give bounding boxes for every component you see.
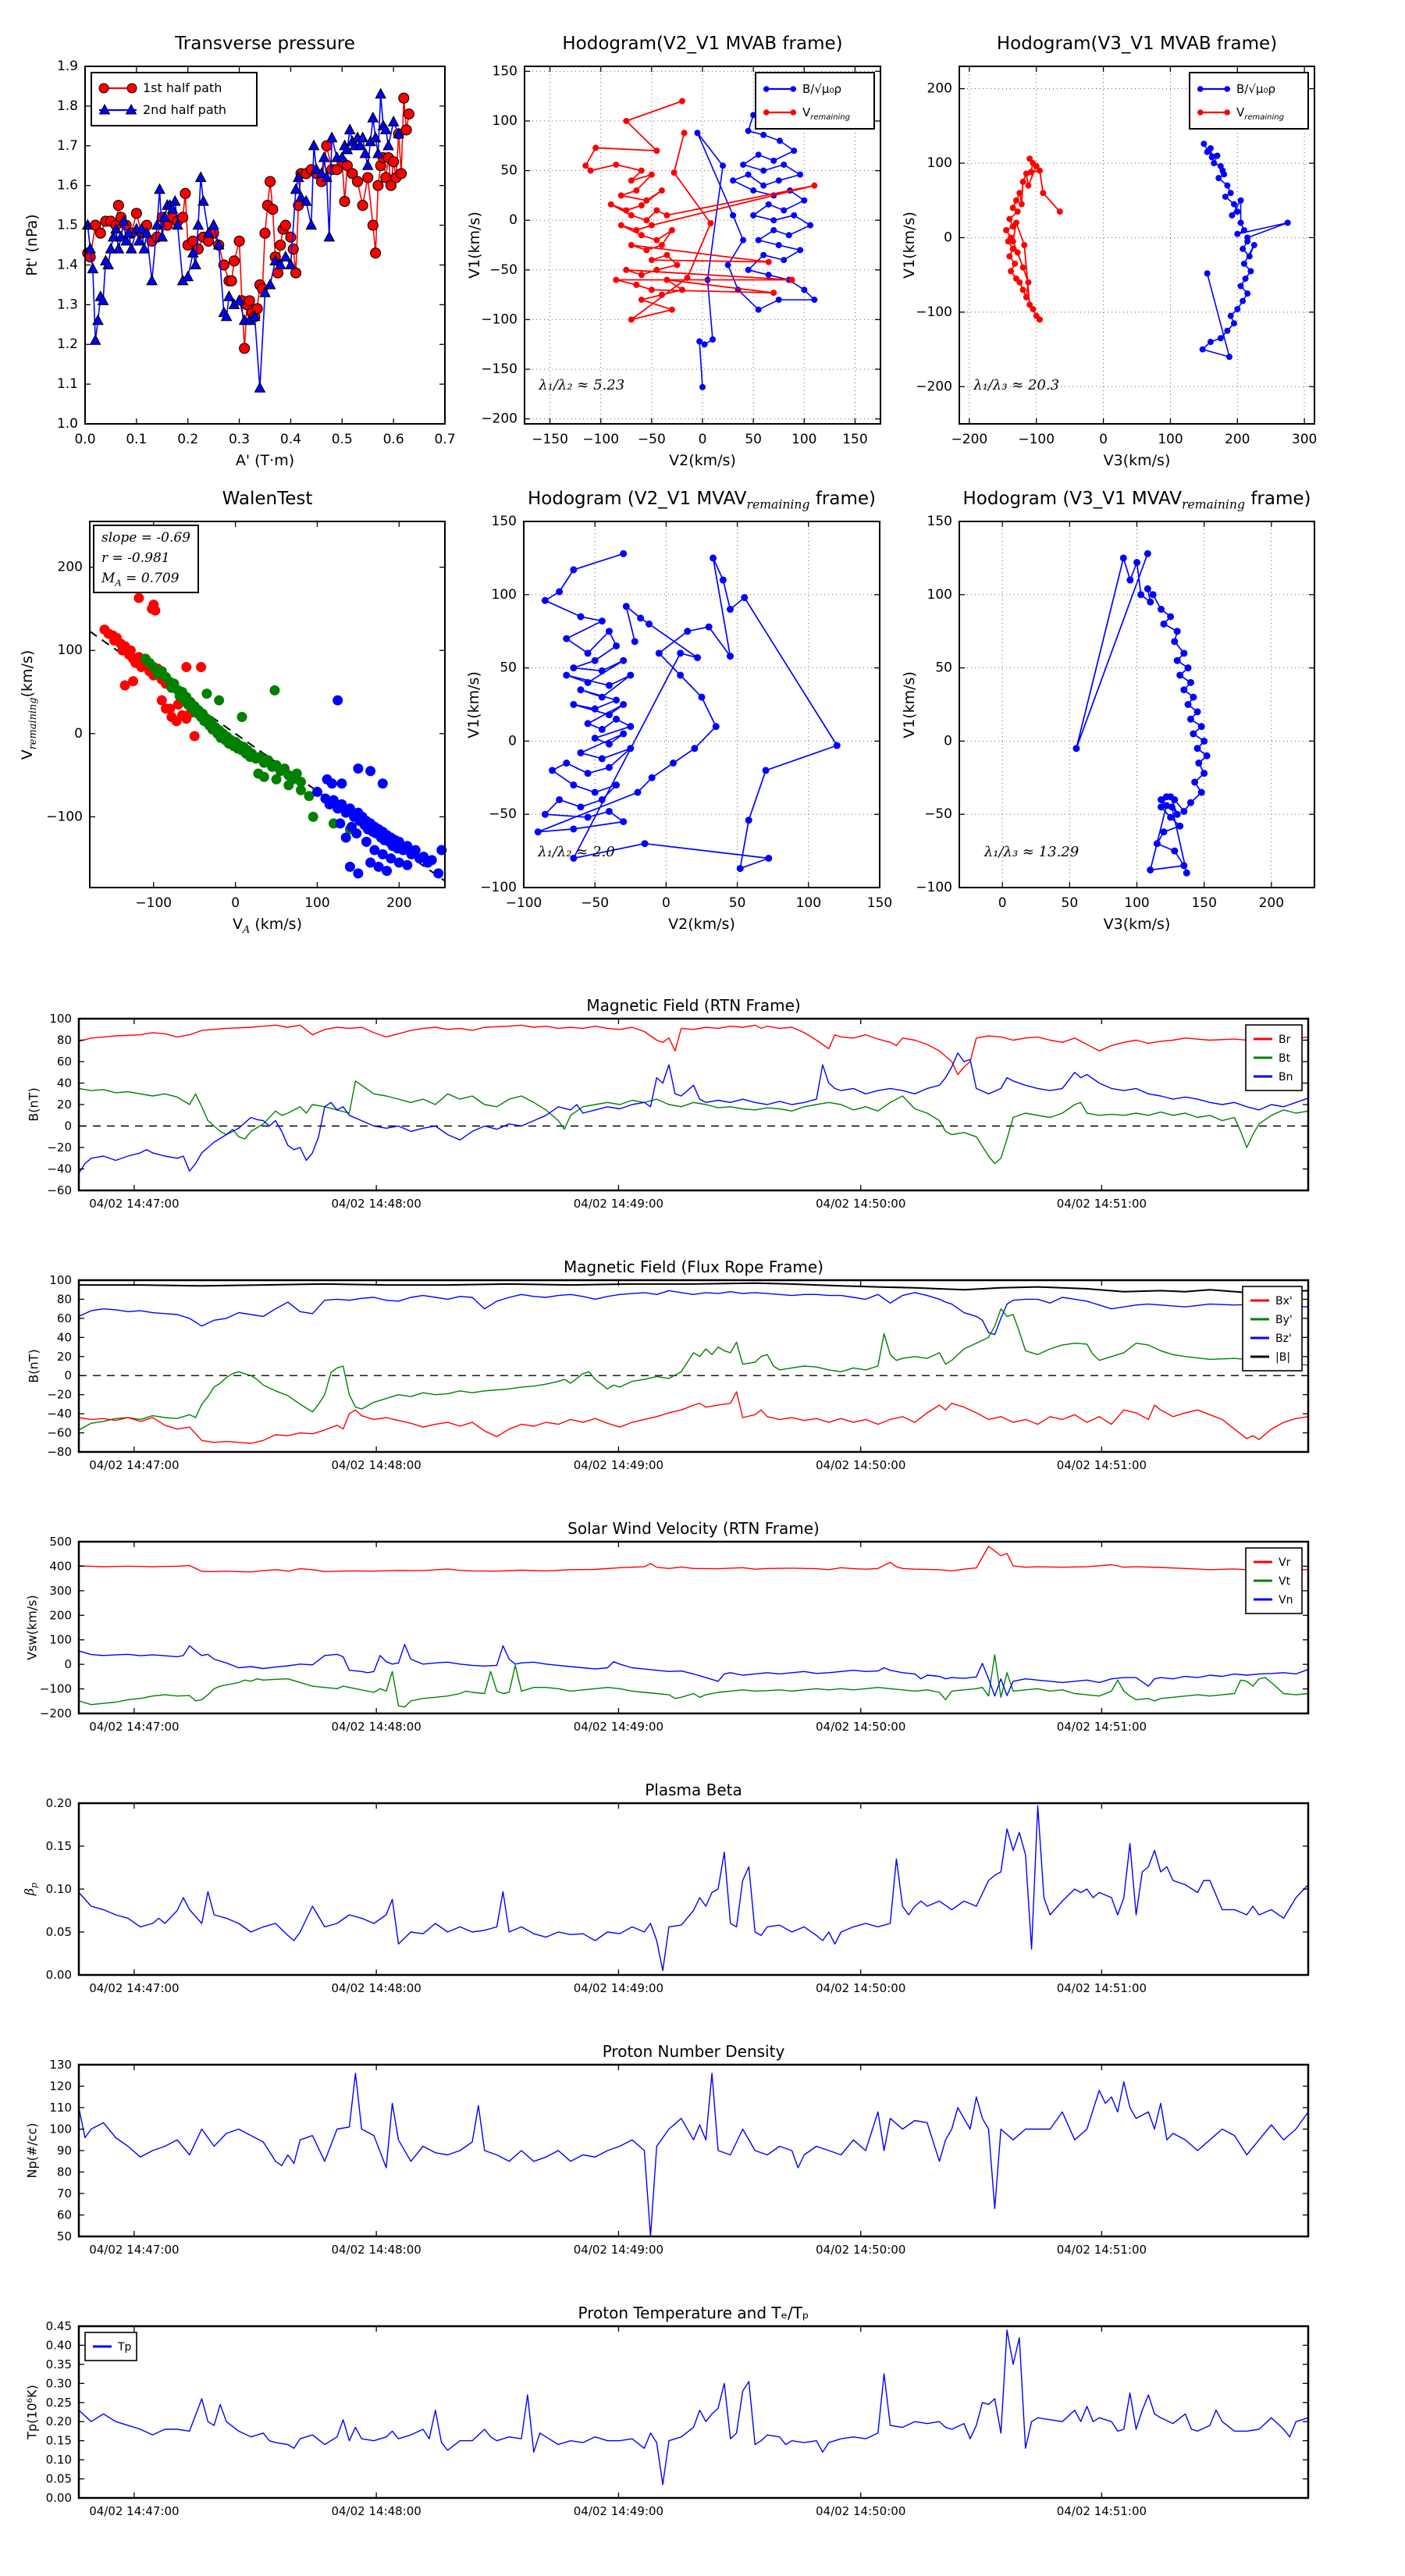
series-Vt bbox=[79, 1655, 1308, 1707]
y-tick-label: −80 bbox=[47, 1445, 72, 1459]
y-tick-label: −50 bbox=[489, 262, 518, 278]
x-tick-label: 04/02 14:47:00 bbox=[89, 2243, 180, 2257]
series-1st-half-path bbox=[83, 93, 414, 354]
y-tick-label: 50 bbox=[500, 162, 518, 179]
proton-number-density-plot bbox=[49, 2058, 1308, 2257]
x-tick-label: 200 bbox=[1258, 895, 1285, 911]
legend-label: Bx' bbox=[1275, 1295, 1293, 1308]
plasma-beta-plot bbox=[46, 1796, 1308, 1995]
y-tick-label: 100 bbox=[49, 1012, 72, 1026]
series-By-prime bbox=[79, 1309, 1308, 1430]
proton-temperature-ylabel: Tp(10⁶K) bbox=[24, 2385, 40, 2439]
y-tick-label: −20 bbox=[47, 1387, 72, 1402]
y-tick-label: 100 bbox=[57, 642, 83, 659]
solar-wind-velocity-legend bbox=[1246, 1548, 1302, 1614]
walen-fit-stats bbox=[93, 525, 199, 593]
x-tick-label: 50 bbox=[745, 432, 762, 447]
x-tick-label: 04/02 14:49:00 bbox=[573, 1720, 664, 1734]
x-tick-label: 0.6 bbox=[382, 432, 404, 447]
y-tick-label: 0.05 bbox=[45, 1925, 72, 1939]
x-tick-label: 04/02 14:51:00 bbox=[1056, 1458, 1147, 1472]
x-tick-label: −50 bbox=[581, 895, 610, 911]
y-tick-label: 0.30 bbox=[45, 2376, 72, 2391]
alfven-mach-value: $M_A = 0.709$ bbox=[101, 571, 180, 589]
proton-number-density-ylabel: Np(#/cc) bbox=[24, 2122, 40, 2179]
x-tick-label: 04/02 14:50:00 bbox=[816, 2243, 906, 2257]
y-tick-label: −100 bbox=[916, 880, 952, 895]
legend-label: 1st half path bbox=[143, 80, 222, 95]
x-tick-label: 300 bbox=[1291, 432, 1318, 447]
legend-label: $V_{remaining}$ bbox=[1236, 105, 1284, 122]
x-tick-label: −100 bbox=[135, 895, 173, 911]
y-tick-label: 0.25 bbox=[45, 2395, 72, 2410]
magnetic-field-rtn-plot bbox=[47, 1012, 1308, 1211]
hodogram-v2v1-mvab-ylabel: V1(km/s) bbox=[466, 212, 484, 279]
y-tick-label: 0.20 bbox=[45, 1796, 72, 1810]
x-tick-label: 04/02 14:48:00 bbox=[331, 1720, 422, 1734]
magnetic-field-flux-rope-plot bbox=[47, 1273, 1308, 1472]
y-tick-label: 0.05 bbox=[45, 2471, 72, 2486]
plasma-beta-title: Plasma Beta bbox=[645, 1781, 742, 1799]
x-tick-label: 04/02 14:49:00 bbox=[573, 1197, 664, 1211]
x-tick-label: 0.7 bbox=[434, 432, 456, 447]
y-tick-label: 100 bbox=[492, 112, 518, 129]
y-tick-label: 0.00 bbox=[45, 1968, 72, 1982]
y-tick-label: 80 bbox=[56, 1292, 72, 1307]
y-tick-label: 0.15 bbox=[45, 2433, 72, 2448]
y-tick-label: 80 bbox=[56, 2165, 72, 2179]
x-tick-label: 04/02 14:47:00 bbox=[89, 1197, 180, 1211]
x-tick-label: 150 bbox=[842, 432, 868, 447]
series-Br bbox=[79, 1025, 1308, 1074]
y-tick-label: 70 bbox=[56, 2186, 72, 2201]
y-tick-label: 1.8 bbox=[56, 98, 78, 114]
y-tick-label: −200 bbox=[39, 1706, 72, 1720]
x-tick-label: 04/02 14:51:00 bbox=[1056, 1197, 1147, 1211]
legend-label: Vn bbox=[1279, 1594, 1293, 1606]
x-tick-label: 04/02 14:50:00 bbox=[816, 1197, 906, 1211]
y-tick-label: 0.10 bbox=[45, 1882, 72, 1896]
hodogram-v3v1-mvab-ylabel: V1(km/s) bbox=[901, 212, 919, 279]
x-tick-label: 150 bbox=[866, 895, 893, 911]
legend-label: Bz' bbox=[1275, 1332, 1292, 1345]
series-Np bbox=[79, 2073, 1308, 2236]
y-tick-label: 0 bbox=[509, 212, 518, 229]
series-Vn bbox=[79, 1645, 1308, 1696]
lambda-ratio-annotation: λ₁/λ₂ ≈ 5.23 bbox=[539, 377, 625, 394]
y-tick-label: 1.6 bbox=[56, 177, 78, 194]
x-tick-label: 04/02 14:49:00 bbox=[573, 1981, 664, 1995]
y-tick-label: −100 bbox=[481, 311, 518, 328]
y-tick-label: 1.0 bbox=[56, 416, 78, 432]
x-tick-label: 50 bbox=[1061, 895, 1079, 911]
y-tick-label: 1.7 bbox=[56, 137, 78, 154]
series-B-over-sqrt-mu0rho bbox=[1200, 141, 1291, 360]
x-tick-label: 04/02 14:48:00 bbox=[331, 1458, 422, 1472]
y-tick-label: 200 bbox=[49, 1608, 72, 1623]
transverse-pressure-plot bbox=[57, 59, 456, 447]
series-V-remaining-hodogram bbox=[535, 550, 841, 872]
x-tick-label: −100 bbox=[582, 432, 620, 447]
x-tick-label: 04/02 14:50:00 bbox=[816, 1720, 906, 1734]
series-B-over-sqrt-mu0rho bbox=[694, 88, 817, 390]
solar-wind-velocity-plot bbox=[40, 1535, 1308, 1734]
series-V-remaining-hodogram bbox=[1072, 550, 1210, 877]
y-tick-label: 50 bbox=[935, 660, 952, 676]
y-tick-label: 1.3 bbox=[56, 297, 78, 313]
y-tick-label: 80 bbox=[56, 1033, 72, 1048]
hodogram-v2v1-mvav-ylabel: V1(km/s) bbox=[465, 671, 483, 738]
x-tick-label: 0 bbox=[698, 432, 707, 447]
series-Vr bbox=[79, 1546, 1308, 1572]
y-tick-label: 100 bbox=[49, 1273, 72, 1287]
x-tick-label: 0.4 bbox=[279, 432, 301, 447]
x-tick-label: 04/02 14:48:00 bbox=[331, 1197, 422, 1211]
x-tick-label: 0 bbox=[1099, 432, 1108, 447]
y-tick-label: 150 bbox=[927, 514, 952, 529]
y-tick-label: 0.10 bbox=[45, 2453, 72, 2467]
y-tick-label: 20 bbox=[56, 1349, 72, 1364]
y-tick-label: 50 bbox=[500, 660, 517, 676]
legend-label: B/√μ₀ρ bbox=[1236, 82, 1275, 96]
transverse-pressure-legend bbox=[91, 73, 257, 126]
y-tick-label: 40 bbox=[56, 1330, 72, 1345]
y-tick-label: 150 bbox=[492, 63, 518, 80]
x-tick-label: 04/02 14:47:00 bbox=[89, 1981, 180, 1995]
y-tick-label: 100 bbox=[49, 1632, 72, 1647]
series-beta-p bbox=[79, 1806, 1308, 1970]
x-tick-label: 04/02 14:49:00 bbox=[573, 1458, 664, 1472]
lambda-ratio-annotation: λ₁/λ₃ ≈ 13.29 bbox=[984, 843, 1080, 860]
solar-wind-velocity-title: Solar Wind Velocity (RTN Frame) bbox=[567, 1519, 820, 1538]
y-tick-label: 0 bbox=[944, 229, 952, 246]
y-tick-label: −100 bbox=[480, 880, 517, 895]
proton-temperature-legend bbox=[85, 2332, 137, 2361]
x-tick-label: 0.5 bbox=[331, 432, 353, 447]
legend-label: By' bbox=[1275, 1314, 1293, 1326]
x-tick-label: −100 bbox=[505, 895, 542, 911]
x-tick-label: 04/02 14:48:00 bbox=[331, 2504, 422, 2518]
x-tick-label: −150 bbox=[532, 432, 568, 447]
y-tick-label: −60 bbox=[47, 1425, 72, 1440]
x-tick-label: 100 bbox=[795, 895, 822, 911]
y-tick-label: 40 bbox=[56, 1076, 72, 1091]
series-last-interval bbox=[312, 696, 446, 879]
y-tick-label: 0 bbox=[74, 725, 83, 742]
y-tick-label: −40 bbox=[47, 1407, 72, 1421]
y-tick-label: −100 bbox=[916, 304, 952, 320]
y-tick-label: 200 bbox=[57, 559, 83, 575]
legend-label: Tp bbox=[118, 2341, 132, 2354]
y-tick-label: −40 bbox=[47, 1162, 72, 1176]
series-middle-interval bbox=[140, 653, 355, 834]
y-tick-label: −20 bbox=[47, 1140, 72, 1155]
x-tick-label: 200 bbox=[386, 895, 412, 911]
transverse-pressure-ylabel: Pt' (nPa) bbox=[23, 214, 41, 276]
correlation-value: r = -0.981 bbox=[101, 550, 170, 567]
x-tick-label: 0.3 bbox=[229, 432, 251, 447]
y-tick-label: −150 bbox=[481, 361, 518, 378]
hodogram-v2v1-mvab-title: Hodogram(V2_V1 MVAB frame) bbox=[562, 34, 843, 54]
y-tick-label: 0.45 bbox=[45, 2319, 72, 2333]
y-tick-label: 1.2 bbox=[56, 336, 78, 353]
x-tick-label: −100 bbox=[1018, 432, 1055, 447]
x-tick-label: 100 bbox=[1158, 432, 1183, 447]
transverse-pressure-title: Transverse pressure bbox=[175, 34, 355, 54]
legend-label: Bn bbox=[1279, 1071, 1293, 1083]
legend-label: Br bbox=[1279, 1034, 1291, 1046]
magnetic-field-flux-rope-title: Magnetic Field (Flux Rope Frame) bbox=[564, 1258, 823, 1276]
hodogram-v2v1-mvav-xlabel: V2(km/s) bbox=[668, 916, 735, 933]
y-tick-label: 100 bbox=[927, 155, 952, 172]
x-tick-label: −50 bbox=[637, 432, 666, 447]
y-tick-label: 100 bbox=[49, 2122, 72, 2137]
hodogram-v3v1-mvab-xlabel: V3(km/s) bbox=[1103, 452, 1171, 469]
y-tick-label: 0 bbox=[64, 1657, 72, 1672]
magnetic-field-rtn-legend bbox=[1246, 1025, 1302, 1091]
x-tick-label: 04/02 14:51:00 bbox=[1056, 1981, 1147, 1995]
hodogram-v3v1-mvab-title: Hodogram(V3_V1 MVAB frame) bbox=[996, 34, 1278, 54]
legend-label: B/√μ₀ρ bbox=[802, 82, 841, 96]
y-tick-label: 0.00 bbox=[45, 2491, 72, 2505]
x-tick-label: 04/02 14:50:00 bbox=[816, 1981, 906, 1995]
proton-temperature-title: Proton Temperature and Tₑ/Tₚ bbox=[578, 2304, 809, 2322]
x-tick-label: 50 bbox=[728, 895, 746, 911]
y-tick-label: 1.9 bbox=[56, 59, 78, 74]
magnetic-field-flux-rope-legend bbox=[1243, 1286, 1302, 1371]
y-tick-label: 1.1 bbox=[56, 376, 78, 393]
proton-temperature-plot bbox=[46, 2319, 1308, 2518]
x-tick-label: 0 bbox=[231, 895, 240, 911]
hodogram-v3v1-mvav-ylabel: V1(km/s) bbox=[901, 671, 919, 738]
x-tick-label: 0 bbox=[998, 895, 1007, 911]
walen-test-title: WalenTest bbox=[222, 489, 313, 509]
y-tick-label: 120 bbox=[49, 2079, 72, 2094]
x-tick-label: −200 bbox=[951, 432, 988, 447]
y-tick-label: 130 bbox=[49, 2058, 72, 2072]
walen-test-xlabel: $V_A$ (km/s) bbox=[232, 916, 303, 936]
lambda-ratio-annotation: λ₁/λ₃ ≈ 20.3 bbox=[973, 377, 1060, 394]
x-tick-label: 04/02 14:51:00 bbox=[1056, 2504, 1147, 2518]
legend-label: Vr bbox=[1279, 1557, 1291, 1569]
y-tick-label: −60 bbox=[47, 1183, 72, 1197]
y-tick-label: 110 bbox=[49, 2101, 72, 2115]
slope-value: slope = -0.69 bbox=[101, 530, 190, 546]
y-tick-label: 0 bbox=[64, 1119, 72, 1133]
lambda-ratio-annotation: λ₁/λ₂ ≈ 2.0 bbox=[538, 843, 615, 860]
magnetic-field-flux-rope-ylabel: B(nT) bbox=[26, 1349, 41, 1383]
x-tick-label: 04/02 14:50:00 bbox=[816, 2504, 906, 2518]
x-tick-label: 100 bbox=[1124, 895, 1150, 911]
hodogram-v3v1-mvab-legend bbox=[1190, 73, 1308, 129]
y-tick-label: −200 bbox=[916, 379, 952, 395]
series-Bt bbox=[79, 1081, 1308, 1164]
legend-label: 2nd half path bbox=[143, 102, 227, 117]
transverse-pressure-xlabel: A' (T·m) bbox=[235, 452, 295, 469]
hodogram-v3v1-mvav-xlabel: V3(km/s) bbox=[1103, 916, 1171, 933]
y-tick-label: 300 bbox=[49, 1583, 72, 1598]
series-Bn bbox=[79, 1053, 1308, 1173]
y-tick-label: 0.35 bbox=[45, 2357, 72, 2371]
x-tick-label: 100 bbox=[791, 432, 817, 447]
x-tick-label: 0.0 bbox=[74, 432, 96, 447]
x-tick-label: 04/02 14:49:00 bbox=[573, 2243, 664, 2257]
y-tick-label: 100 bbox=[491, 586, 517, 603]
series-V-remaining bbox=[1003, 155, 1063, 322]
y-tick-label: −100 bbox=[39, 1681, 72, 1696]
hodogram-v2v1-mvab-legend bbox=[756, 73, 874, 129]
hodogram-v2v1-mvav-title: Hodogram (V2_V1 $MVAV_{remaining}$ frame) bbox=[527, 489, 877, 512]
legend-label: $V_{remaining}$ bbox=[802, 105, 850, 122]
y-tick-label: 60 bbox=[56, 1311, 72, 1325]
hodogram-v2v1-mvab-xlabel: V2(km/s) bbox=[669, 452, 736, 469]
y-tick-label: 50 bbox=[56, 2229, 72, 2243]
y-tick-label: 20 bbox=[56, 1098, 72, 1112]
hodogram-v3v1-mvav-title: Hodogram (V3_V1 $MVAV_{remaining}$ frame) bbox=[962, 489, 1311, 512]
x-tick-label: 0.1 bbox=[126, 432, 148, 447]
legend-label: Bt bbox=[1279, 1052, 1291, 1065]
x-tick-label: 200 bbox=[1225, 432, 1250, 447]
y-tick-label: 90 bbox=[56, 2144, 72, 2158]
x-tick-label: 04/02 14:49:00 bbox=[573, 2504, 664, 2518]
x-tick-label: 04/02 14:47:00 bbox=[89, 1458, 180, 1472]
x-tick-label: 04/02 14:51:00 bbox=[1056, 1720, 1147, 1734]
y-tick-label: 400 bbox=[49, 1559, 72, 1574]
x-tick-label: 100 bbox=[304, 895, 330, 911]
y-tick-label: 0.20 bbox=[45, 2414, 72, 2429]
x-tick-label: 04/02 14:48:00 bbox=[331, 2243, 422, 2257]
y-tick-label: 60 bbox=[56, 1055, 72, 1069]
hodogram-v3v1-mvav-plot bbox=[916, 514, 1314, 911]
plasma-beta-ylabel: $\beta_p$ bbox=[21, 1882, 40, 1896]
magnetic-field-rtn-title: Magnetic Field (RTN Frame) bbox=[586, 996, 801, 1015]
x-tick-label: 04/02 14:48:00 bbox=[331, 1981, 422, 1995]
x-tick-label: 04/02 14:47:00 bbox=[89, 2504, 180, 2518]
y-tick-label: −50 bbox=[924, 806, 952, 823]
x-tick-label: 04/02 14:47:00 bbox=[89, 1720, 180, 1734]
y-tick-label: 150 bbox=[491, 514, 517, 529]
x-tick-label: 0 bbox=[661, 895, 670, 911]
walen-test-ylabel: $V_{remaining}(km/s)$ bbox=[19, 649, 39, 760]
legend-label: Vt bbox=[1279, 1575, 1291, 1588]
y-tick-label: 60 bbox=[56, 2208, 72, 2222]
y-tick-label: 0 bbox=[944, 733, 952, 749]
proton-number-density-title: Proton Number Density bbox=[602, 2042, 785, 2061]
series-Bx-prime bbox=[79, 1392, 1308, 1443]
legend-label: |B| bbox=[1275, 1351, 1291, 1364]
x-tick-label: 150 bbox=[1191, 895, 1217, 911]
x-tick-label: 0.2 bbox=[177, 432, 199, 447]
y-tick-label: −100 bbox=[46, 809, 83, 825]
y-tick-label: −50 bbox=[489, 806, 517, 823]
x-tick-label: 04/02 14:50:00 bbox=[816, 1458, 906, 1472]
y-tick-label: 0.40 bbox=[45, 2338, 72, 2353]
y-tick-label: 0 bbox=[64, 1368, 72, 1383]
series-Tp bbox=[79, 2330, 1308, 2485]
y-tick-label: 100 bbox=[927, 586, 952, 603]
x-tick-label: 04/02 14:51:00 bbox=[1056, 2243, 1147, 2257]
y-tick-label: 1.4 bbox=[56, 257, 78, 273]
y-tick-label: 1.5 bbox=[56, 217, 78, 233]
y-tick-label: 0 bbox=[508, 733, 517, 749]
y-tick-label: 200 bbox=[927, 80, 952, 97]
series-B-magnitude bbox=[79, 1283, 1308, 1293]
series-Bz-prime bbox=[79, 1290, 1308, 1334]
solar-wind-velocity-ylabel: Vsw(km/s) bbox=[24, 1595, 40, 1660]
y-tick-label: 0.15 bbox=[45, 1839, 72, 1853]
y-tick-label: 500 bbox=[49, 1535, 72, 1549]
magnetic-field-rtn-ylabel: B(nT) bbox=[26, 1087, 41, 1122]
y-tick-label: −200 bbox=[481, 411, 518, 427]
